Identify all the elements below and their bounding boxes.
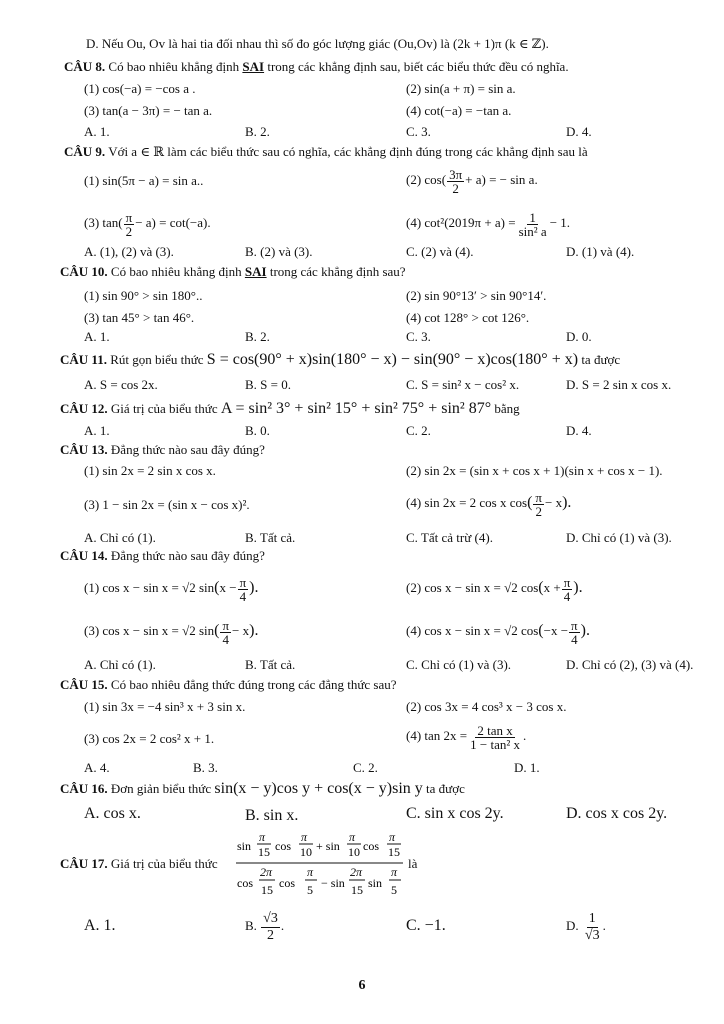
question-16	[60, 781, 465, 797]
statement: (3) tan 45° > tan 46°.	[84, 310, 195, 325]
question-15	[60, 677, 397, 693]
denominator: 4	[222, 631, 229, 647]
numerator: 1	[588, 910, 596, 926]
q17-fraction	[235, 830, 405, 908]
statement: (1) sin(5π − a) = sin a..	[84, 173, 204, 188]
option-c: C. 3.	[406, 329, 431, 344]
expr: (2) cos x − sin x = √2 cos	[406, 580, 539, 595]
option-d: D. cos x cos 2y.	[566, 805, 668, 822]
option-c: C. (2) và (4).	[406, 244, 474, 259]
paren: ).	[249, 579, 259, 596]
question-number: CÂU 17.	[60, 856, 108, 871]
question-number: CÂU 12.	[60, 401, 108, 416]
fraction	[468, 724, 522, 751]
option-c: C. −1.	[406, 917, 446, 934]
numerator: π	[535, 489, 542, 505]
paren: ).	[580, 622, 590, 639]
statement: (1) cos(−a) = −cos a .	[84, 81, 196, 96]
statement	[406, 207, 570, 239]
statement: (2) sin(a + π) = sin a.	[406, 81, 516, 96]
paren: (	[527, 494, 533, 511]
paren: (	[214, 622, 220, 639]
option-d: D. Chỉ có (2), (3) và (4).	[566, 657, 694, 672]
question-text: Có bao nhiêu khẳng định	[110, 264, 242, 279]
question-text: Có bao nhiêu khẳng định	[108, 59, 240, 74]
question-12	[60, 401, 520, 417]
option-b: B. 2.	[245, 124, 270, 139]
period: .	[523, 728, 527, 743]
statement: (1) sin 3x = −4 sin³ x + 3 sin x.	[84, 699, 246, 714]
option-a: A. S = cos 2x.	[84, 377, 158, 392]
statement: (2) cos 3x = 4 cos³ x − 3 cos x.	[406, 699, 567, 714]
option-d	[566, 906, 606, 946]
question-text: Với a ∈ ℝ làm các biểu thức sau có nghĩa, các khẳng định đúng trong các khẳng định sau là	[108, 144, 588, 159]
option-label: B.	[245, 918, 257, 933]
option-b: B. 2.	[245, 329, 270, 344]
svg-text:cos: cos	[275, 839, 291, 853]
svg-text:cos: cos	[279, 876, 295, 890]
svg-text:15: 15	[388, 845, 400, 859]
numerator: 3π	[449, 166, 463, 182]
svg-text:cos: cos	[363, 839, 379, 853]
question-14	[60, 548, 265, 564]
denominator: 2	[452, 180, 459, 196]
svg-text:− sin: − sin	[321, 876, 345, 890]
expr: − a) = cot(−a).	[135, 215, 211, 230]
option-d: D. 0.	[566, 329, 592, 344]
option-b: B. Tất cả.	[245, 657, 296, 672]
option-a: A. Chỉ có (1).	[84, 657, 156, 672]
question-number: CÂU 16.	[60, 781, 108, 796]
question-9	[64, 144, 588, 160]
option-d: D. (1) và (4).	[566, 244, 635, 259]
statement	[406, 719, 526, 753]
denominator: 4	[563, 588, 571, 604]
statement: (3) cos 2x = 2 cos² x + 1.	[84, 731, 215, 746]
numerator: π	[222, 617, 230, 633]
expr: (4) tan 2x =	[406, 728, 468, 743]
expr: (3) tan(	[84, 215, 123, 230]
question-text: Giá trị của biểu thức	[110, 856, 218, 871]
svg-text:sin: sin	[368, 876, 383, 890]
statement: (4) cot(−a) = −tan a.	[406, 103, 512, 118]
statement: (4) cot 128° > cot 126°.	[406, 310, 530, 325]
option-c: C. Tất cả trừ (4).	[406, 530, 493, 545]
svg-text:π: π	[259, 830, 266, 844]
emphasis-sai: SAI	[244, 264, 267, 279]
numerator: π	[571, 617, 578, 633]
expr: x −	[219, 580, 237, 595]
question-text: trong các khẳng định sau?	[269, 264, 406, 279]
denominator: sin² a	[518, 223, 547, 239]
option-d: D. 1.	[514, 760, 540, 775]
question-text: Đẳng thức nào sau đây đúng?	[110, 548, 265, 563]
svg-text:5: 5	[307, 883, 313, 897]
svg-text:2π: 2π	[350, 865, 363, 879]
expression: sin(x − y)cos y + cos(x − y)sin y	[214, 780, 423, 797]
option-d: D. S = 2 sin x cos x.	[566, 377, 672, 392]
statement	[406, 486, 571, 520]
fraction	[220, 619, 231, 646]
option-b: B. S = 0.	[245, 377, 291, 392]
fraction	[447, 168, 464, 195]
question-text: Đơn giản biểu thức	[110, 781, 212, 796]
expr: (2) cos(	[406, 172, 447, 187]
expr: − 1.	[549, 215, 571, 230]
statement: (1) sin 2x = 2 sin x cos x.	[84, 463, 216, 478]
expression: S = cos(90° + x)sin(180° − x) − sin(90° − x)cos(180° + x)	[206, 351, 579, 368]
svg-text:π: π	[301, 830, 308, 844]
denominator: 2	[125, 223, 133, 239]
fraction	[562, 576, 573, 603]
option-c: C. S = sin² x − cos² x.	[406, 377, 520, 392]
option-c: C. 2.	[353, 760, 378, 775]
option-b: B. Tất cả.	[245, 530, 296, 545]
fraction	[124, 211, 135, 238]
paren: (	[538, 622, 544, 639]
q7-option-d: D. Nếu Ou, Ov là hai tia đối nhau thì số đo góc lượng giác (Ou,Ov) là (2k + 1)π (k ∈ ℤ).	[86, 36, 549, 51]
fraction	[517, 211, 549, 238]
paren: ).	[562, 494, 572, 511]
option-a: A. 1.	[84, 423, 110, 438]
question-number: CÂU 8.	[64, 59, 106, 74]
question-text: trong các khẳng định sau, biết các biểu thức đều có nghĩa.	[267, 59, 569, 74]
expr: −x −	[543, 623, 569, 638]
svg-text:sin: sin	[237, 839, 252, 853]
svg-text:15: 15	[258, 845, 270, 859]
svg-text:10: 10	[300, 845, 312, 859]
numerator: π	[125, 209, 133, 225]
question-text: ta được	[581, 352, 621, 367]
statement: (3) 1 − sin 2x = (sin x − cos x)².	[84, 497, 250, 512]
numerator: π	[239, 574, 247, 590]
option-c: C. Chỉ có (1) và (3).	[406, 657, 512, 672]
fraction	[261, 911, 280, 944]
question-number: CÂU 9.	[64, 144, 106, 159]
statement: (1) sin 90° > sin 180°..	[84, 288, 203, 303]
option-a: A. Chỉ có (1).	[84, 530, 156, 545]
option-a: A. cos x.	[84, 805, 141, 822]
statement	[406, 164, 538, 196]
denominator: 2	[535, 503, 542, 519]
svg-text:5: 5	[391, 883, 397, 897]
expr: − x	[232, 623, 250, 638]
expr: + a) = − sin a.	[465, 172, 538, 187]
denominator: 4	[239, 588, 247, 604]
statement	[84, 571, 258, 605]
svg-text:π: π	[389, 830, 396, 844]
svg-text:+ sin: + sin	[316, 839, 340, 853]
fraction	[583, 911, 602, 944]
question-number: CÂU 10.	[60, 264, 108, 279]
option-a: A. 1.	[84, 124, 110, 139]
question-text: Giá trị của biểu thức	[110, 401, 218, 416]
expr: (4) sin 2x = 2 cos x cos	[406, 495, 528, 510]
expr: (3) cos x − sin x = √2 sin	[84, 623, 215, 638]
emphasis-sai: SAI	[242, 59, 265, 74]
svg-text:15: 15	[261, 883, 273, 897]
statement: (2) sin 2x = (sin x + cos x + 1)(sin x + cos x − 1).	[406, 463, 663, 478]
period: .	[280, 918, 285, 933]
question-17	[60, 856, 218, 872]
svg-text:π: π	[307, 865, 314, 879]
expr: x +	[543, 580, 561, 595]
option-a: A. 1.	[84, 329, 110, 344]
fraction	[238, 576, 249, 603]
page-number: 6	[358, 978, 366, 993]
fraction	[569, 619, 580, 646]
expression: A = sin² 3° + sin² 15° + sin² 75° + sin² 87°	[220, 400, 492, 417]
option-a: A. 4.	[84, 760, 110, 775]
option-d: D. 4.	[566, 124, 592, 139]
option-a: A. (1), (2) và (3).	[84, 244, 174, 259]
numerator: π	[563, 574, 571, 590]
denominator: 1 − tan² x	[470, 736, 520, 752]
paren: (	[214, 579, 220, 596]
paren: ).	[573, 579, 583, 596]
svg-text:cos: cos	[237, 876, 253, 890]
option-b	[245, 906, 284, 946]
statement	[406, 614, 590, 648]
fraction	[533, 491, 544, 518]
option-b: B. sin x.	[245, 807, 299, 824]
expr: (1) cos x − sin x = √2 sin	[84, 580, 215, 595]
question-8	[64, 59, 569, 75]
option-c: C. 3.	[406, 124, 431, 139]
denominator: √3	[584, 927, 600, 943]
question-text: Rút gọn biểu thức	[110, 352, 204, 367]
question-number: CÂU 11.	[60, 352, 107, 367]
svg-text:π: π	[349, 830, 356, 844]
svg-text:π: π	[391, 865, 398, 879]
expr: (4) cos x − sin x = √2 cos	[406, 623, 539, 638]
question-11	[60, 352, 620, 368]
paren: (	[538, 579, 544, 596]
option-a: A. 1.	[84, 917, 116, 934]
question-number: CÂU 15.	[60, 677, 108, 692]
question-text: Có bao nhiêu đẳng thức đúng trong các đẳng thức sau?	[110, 677, 397, 692]
option-b: B. 3.	[193, 760, 218, 775]
expr: (4) cot²(2019π + a) =	[406, 215, 516, 230]
numerator: √3	[263, 910, 278, 926]
question-text: ta được	[426, 781, 465, 796]
option-b: B. (2) và (3).	[245, 244, 313, 259]
question-number: CÂU 14.	[60, 548, 108, 563]
svg-text:15: 15	[351, 883, 363, 897]
statement: (3) tan(a − 3π) = − tan a.	[84, 103, 213, 118]
denominator: 2	[267, 927, 275, 943]
question-13	[60, 442, 265, 458]
expr: − x	[544, 495, 563, 510]
statement: (2) sin 90°13′ > sin 90°14′.	[406, 288, 547, 303]
svg-text:10: 10	[348, 845, 360, 859]
paren: ).	[249, 622, 259, 639]
numerator: 1	[529, 209, 536, 225]
statement	[84, 614, 258, 648]
statement	[84, 207, 211, 239]
q17-tail: là	[408, 856, 418, 871]
question-number: CÂU 13.	[60, 442, 108, 457]
option-b: B. 0.	[245, 423, 270, 438]
option-d: D. 4.	[566, 423, 592, 438]
question-text: bằng	[494, 401, 520, 416]
option-c: C. 2.	[406, 423, 431, 438]
statement	[406, 571, 583, 605]
question-10	[60, 264, 406, 280]
period: .	[602, 918, 606, 933]
option-c: C. sin x cos 2y.	[406, 805, 504, 822]
svg-text:2π: 2π	[260, 865, 273, 879]
question-text: Đẳng thức nào sau đây đúng?	[110, 442, 265, 457]
option-label: D.	[566, 918, 579, 933]
option-d: D. Chỉ có (1) và (3).	[566, 530, 672, 545]
numerator: 2 tan x	[477, 722, 513, 738]
q17-fraction-svg	[235, 830, 405, 904]
denominator: 4	[571, 631, 578, 647]
